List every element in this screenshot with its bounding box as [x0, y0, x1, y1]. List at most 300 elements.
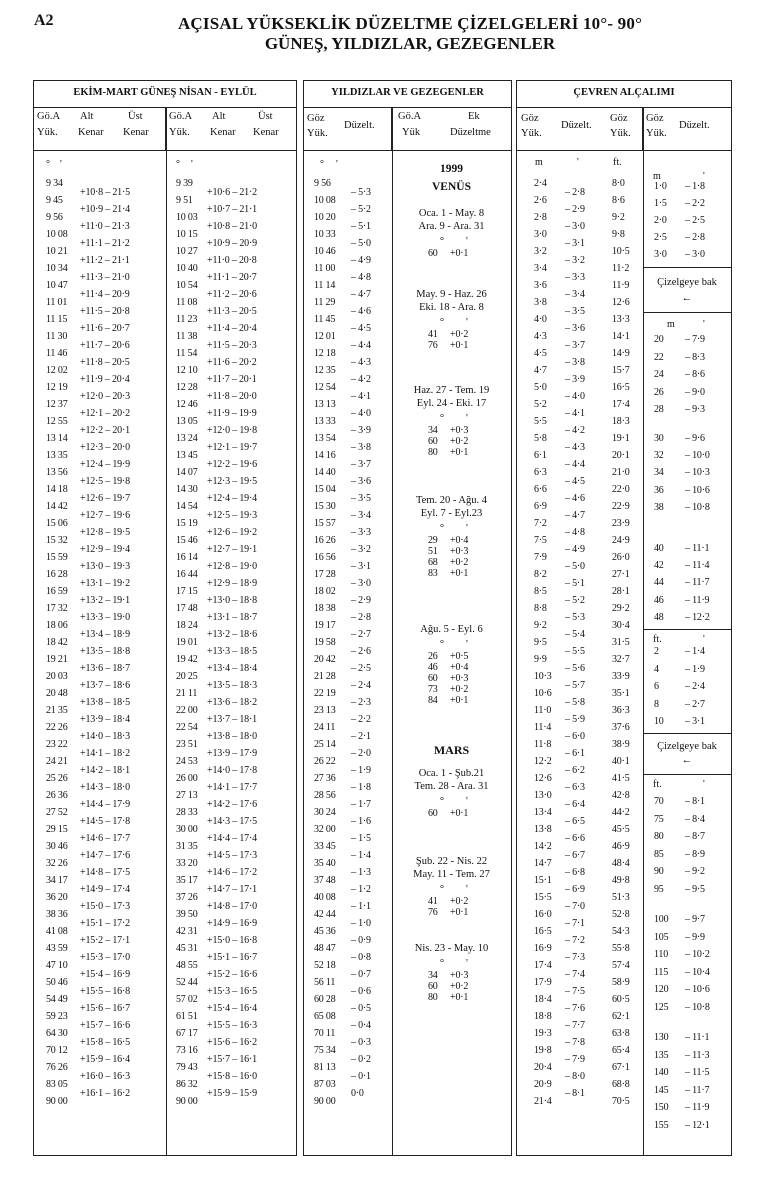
sun-apr-corr: +11·7 – 20·1 — [207, 373, 257, 385]
sun-oct-corr: +13·0 – 19·3 — [80, 560, 130, 572]
planet-corr: +0·2 — [450, 557, 469, 568]
dip-side-corr: – 12·1 — [685, 1119, 710, 1131]
dip-correction: – 6·5 — [565, 815, 585, 827]
sun-oct-corr: +15·5 – 16·8 — [80, 985, 130, 997]
dip-side-height: 2·0 — [654, 215, 667, 226]
star-alt: 9 56 — [314, 178, 331, 189]
sun-oct-corr: +11·1 – 21·2 — [80, 237, 130, 249]
dip-side-height: 48 — [654, 611, 664, 623]
star-alt: 10 33 — [314, 229, 336, 240]
sun-apr-alt: 19 42 — [176, 654, 198, 665]
dip-side-height: 38 — [654, 501, 664, 513]
dip-col-header-3 — [643, 107, 731, 151]
sun-h-ust-1: Üst — [128, 111, 143, 122]
dip-correction: – 5·4 — [565, 628, 585, 640]
dip-m-val: 4·0 — [534, 314, 547, 325]
dip-side-height: 100 — [654, 914, 669, 925]
star-alt: 37 48 — [314, 875, 336, 886]
dip-ft-val: 18·3 — [612, 416, 630, 427]
dip-correction: – 8·1 — [565, 1087, 585, 1099]
sun-oct-alt: 64 30 — [46, 1028, 68, 1039]
dip-side-corr: – 8·3 — [685, 351, 705, 363]
sun-apr-corr: +14·4 – 17·4 — [207, 832, 257, 844]
star-corr: – 1·6 — [351, 815, 371, 827]
star-corr: – 4·1 — [351, 390, 371, 402]
dip-ft-val: 57·4 — [612, 960, 630, 971]
dip-correction: – 6·7 — [565, 849, 585, 861]
star-alt: 70 11 — [314, 1028, 336, 1039]
dip-side-corr: – 2·2 — [685, 198, 705, 209]
dip-m-val: 9·2 — [534, 620, 547, 631]
sun-apr-alt: 28 33 — [176, 807, 198, 818]
planet-alt: 60 — [428, 248, 438, 259]
dip-side-corr: – 11·4 — [685, 560, 710, 572]
star-corr: – 3·3 — [351, 526, 371, 538]
planet-unit-deg: ° — [439, 796, 445, 807]
sun-oct-corr: +13·9 – 18·4 — [80, 713, 130, 725]
planet-unit-deg: ° — [439, 236, 445, 247]
planet-corr: +0·1 — [450, 695, 469, 706]
dip-ft-val: 29·2 — [612, 603, 630, 614]
dip-m-val: 17·4 — [534, 960, 552, 971]
sun-oct-alt: 30 46 — [46, 841, 68, 852]
see-table-label-2: Çizelgeye bak — [657, 741, 717, 752]
dip-m-val: 11·0 — [534, 705, 552, 716]
dip-correction: – 6·3 — [565, 781, 585, 793]
dip-side-height: 155 — [654, 1119, 669, 1131]
stars-col-header-2 — [392, 107, 511, 151]
star-alt: 90 00 — [314, 1096, 336, 1107]
dip-m-val: 10·3 — [534, 671, 552, 682]
sun-oct-alt: 83 05 — [46, 1079, 68, 1090]
star-alt: 15 04 — [314, 484, 336, 495]
planet-unit-min: ' — [466, 236, 468, 247]
dip-side-corr: – 10·4 — [685, 966, 710, 978]
sun-oct-corr: +14·9 – 17·4 — [80, 883, 130, 895]
sun-oct-alt: 19 21 — [46, 654, 68, 665]
planet-alt: 41 — [428, 896, 438, 907]
sun-oct-corr: +14·5 – 17·8 — [80, 815, 130, 827]
sun-apr-alt: 30 00 — [176, 824, 198, 835]
planet-unit-min: ' — [466, 958, 468, 969]
star-alt: 81 13 — [314, 1062, 336, 1073]
star-corr: – 3·2 — [351, 543, 371, 555]
dip-side-height: 26 — [654, 386, 664, 398]
planet-alt: 83 — [428, 568, 438, 579]
dip-ft-val: 15·7 — [612, 365, 630, 376]
sun-apr-corr: +14·5 – 17·3 — [207, 849, 257, 861]
star-alt: 14 16 — [314, 450, 336, 461]
star-corr: – 3·6 — [351, 475, 371, 487]
sun-col-header-2 — [166, 107, 296, 151]
dip-side-corr: – 11·7 — [685, 1084, 710, 1096]
planet-unit-deg: ° — [439, 884, 445, 895]
sun-apr-corr: +14·0 – 17·8 — [207, 764, 257, 776]
sun-oct-corr: +10·8 – 21·5 — [80, 186, 130, 198]
star-alt: 20 42 — [314, 654, 336, 665]
star-corr: – 0·6 — [351, 985, 371, 997]
dip-side-height: 95 — [654, 883, 664, 895]
sun-oct-alt: 20 48 — [46, 688, 68, 699]
planet-date-range: Nis. 23 - May. 10 — [414, 943, 489, 954]
sun-oct-corr: +12·1 – 20·2 — [80, 407, 130, 419]
sun-apr-alt: 10 15 — [176, 229, 198, 240]
star-alt: 48 47 — [314, 943, 336, 954]
star-alt: 10 46 — [314, 246, 336, 257]
dip-m-val: 3·6 — [534, 280, 547, 291]
sun-apr-corr: +14·1 – 17·7 — [207, 781, 257, 793]
dip-ft-val: 33·9 — [612, 671, 630, 682]
sun-apr-corr: +15·8 – 16·0 — [207, 1070, 257, 1082]
sun-apr-alt: 31 35 — [176, 841, 198, 852]
star-corr: – 3·4 — [351, 509, 371, 521]
sun-apr-corr: +13·0 – 18·8 — [207, 594, 257, 606]
planet-date-range: Ağu. 5 - Eyl. 6 — [420, 624, 483, 635]
sun-apr-alt: 90 00 — [176, 1096, 198, 1107]
dip-m-val: 6·6 — [534, 484, 547, 495]
sun-apr-alt: 10 40 — [176, 263, 198, 274]
sun-apr-alt: 35 17 — [176, 875, 198, 886]
sun-oct-corr: +13·2 – 19·1 — [80, 594, 130, 606]
sun-oct-corr: +10·9 – 21·4 — [80, 203, 130, 215]
sun-oct-alt: 50 46 — [46, 977, 68, 988]
dip-correction: – 5·3 — [565, 611, 585, 623]
dip-correction: – 5·6 — [565, 662, 585, 674]
star-alt: 35 40 — [314, 858, 336, 869]
dip-side-corr: – 11·1 — [685, 543, 710, 554]
sun-oct-corr: +14·2 – 18·1 — [80, 764, 130, 776]
star-corr: – 4·8 — [351, 271, 371, 283]
dip-ft-val: 9·2 — [612, 212, 625, 223]
dip-side-height: 44 — [654, 577, 664, 589]
sun-apr-alt: 10 54 — [176, 280, 198, 291]
sun-oct-alt: 18 42 — [46, 637, 68, 648]
dip-side-corr: – 10·0 — [685, 450, 710, 462]
sun-oct-alt: 10 47 — [46, 280, 68, 291]
star-corr: – 1·9 — [351, 764, 371, 776]
sun-table — [33, 80, 297, 1156]
star-corr: – 4·6 — [351, 305, 371, 317]
sun-oct-corr: +14·3 – 18·0 — [80, 781, 130, 793]
dip-ft-val: 16·5 — [612, 382, 630, 393]
planet-corr: +0·3 — [450, 425, 469, 436]
sun-oct-alt: 32 26 — [46, 858, 68, 869]
planet-alt: 34 — [428, 425, 438, 436]
dip-correction: – 4·3 — [565, 441, 585, 453]
dip-m-val: 3·0 — [534, 229, 547, 240]
sun-apr-alt: 17 15 — [176, 586, 198, 597]
planet-unit-deg: ° — [439, 639, 445, 650]
dip-side-corr: – 8·4 — [685, 813, 705, 825]
dip-ft-val: 44·2 — [612, 807, 630, 818]
star-alt: 10 20 — [314, 212, 336, 223]
star-alt: 13 33 — [314, 416, 336, 427]
star-alt: 87 03 — [314, 1079, 336, 1090]
dip-side-height: 110 — [654, 949, 669, 960]
sun-oct-corr: +16·1 – 16·2 — [80, 1087, 130, 1099]
sun-oct-corr: +12·9 – 19·4 — [80, 543, 130, 555]
dip-side-corr: – 8·1 — [685, 796, 705, 807]
dip-m-val: 3·2 — [534, 246, 547, 257]
star-corr: – 4·9 — [351, 254, 371, 266]
dip-m-val: 16·5 — [534, 926, 552, 937]
sun-h-ust-2: Üst — [258, 111, 273, 122]
star-alt: 21 28 — [314, 671, 336, 682]
sun-apr-corr: +11·5 – 20·3 — [207, 339, 257, 351]
sun-oct-corr: +13·8 – 18·5 — [80, 696, 130, 708]
dip-side-corr: – 8·7 — [685, 831, 705, 842]
sun-apr-alt: 14 54 — [176, 501, 198, 512]
star-corr: – 3·5 — [351, 492, 371, 504]
dip-ft-val: 42·8 — [612, 790, 630, 801]
sun-apr-corr: +13·4 – 18·4 — [207, 662, 257, 674]
dip-ft-val: 8·6 — [612, 195, 625, 206]
sun-apr-corr: +11·6 – 20·2 — [207, 356, 257, 368]
planet-date-range: Tem. 20 - Ağu. 4 — [415, 495, 487, 506]
sun-apr-alt: 45 31 — [176, 943, 198, 954]
dip-side-height: 6 — [654, 681, 659, 692]
dip-side-unit-ft2: ft. — [653, 779, 662, 790]
dip-ft-val: 35·1 — [612, 688, 630, 699]
planet-unit-min: ' — [466, 413, 468, 424]
sun-unit-deg-2: ° — [176, 159, 180, 170]
sun-oct-alt: 21 35 — [46, 705, 68, 716]
sun-apr-alt: 13 24 — [176, 433, 198, 444]
sun-band-header: EKİM-MART GÜNEŞ NİSAN - EYLÜL — [34, 81, 296, 108]
dip-ft-val: 65·4 — [612, 1045, 630, 1056]
dip-side-corr: – 1·8 — [685, 181, 705, 192]
sun-apr-corr: +11·9 – 19·9 — [207, 407, 257, 419]
sun-oct-alt: 10 34 — [46, 263, 68, 274]
sun-oct-corr: +13·4 – 18·9 — [80, 628, 130, 640]
sun-apr-corr: +15·4 – 16·4 — [207, 1002, 257, 1014]
sun-apr-alt: 86 32 — [176, 1079, 198, 1090]
sun-apr-alt: 22 00 — [176, 705, 198, 716]
dip-m-val: 4·3 — [534, 331, 547, 342]
dip-m-val: 5·2 — [534, 399, 547, 410]
dip-side-corr: – 9·5 — [685, 883, 705, 895]
dip-m-val: 12·6 — [534, 773, 552, 784]
dip-m-val: 4·5 — [534, 348, 547, 359]
star-corr: – 5·1 — [351, 220, 371, 232]
sun-oct-alt: 70 12 — [46, 1045, 68, 1056]
star-corr: – 2·2 — [351, 713, 371, 725]
stars-col-header-1 — [304, 107, 392, 151]
sun-apr-alt: 73 16 — [176, 1045, 198, 1056]
dip-m-val: 14·2 — [534, 841, 552, 852]
sun-apr-alt: 24 53 — [176, 756, 198, 767]
sun-apr-corr: +15·1 – 16·7 — [207, 951, 257, 963]
stars-h-goz: Göz — [307, 113, 325, 124]
star-alt: 75 34 — [314, 1045, 336, 1056]
sun-oct-alt: 90 00 — [46, 1096, 68, 1107]
dip-unit-ft: ft. — [613, 157, 622, 168]
planet-alt: 60 — [428, 673, 438, 684]
sun-apr-corr: +11·2 – 20·6 — [207, 288, 257, 300]
planet-date-range: Oca. 1 - May. 8 — [418, 208, 485, 219]
star-corr: – 4·7 — [351, 288, 371, 300]
dip-correction: – 6·6 — [565, 832, 585, 844]
arrow-left-icon: ← — [681, 755, 693, 766]
dip-side-corr: – 10·3 — [685, 467, 710, 479]
sun-oct-corr: +12·2 – 20·1 — [80, 424, 130, 436]
sun-apr-corr: +13·7 – 18·1 — [207, 713, 257, 725]
sun-oct-alt: 43 59 — [46, 943, 68, 954]
dip-side-corr: – 2·5 — [685, 215, 705, 226]
sun-oct-corr: +15·8 – 16·5 — [80, 1036, 130, 1048]
sun-oct-alt: 16 28 — [46, 569, 68, 580]
dip-correction: – 7·8 — [565, 1036, 585, 1048]
planet-corr: +0·1 — [450, 248, 469, 259]
sun-oct-alt: 13 14 — [46, 433, 68, 444]
star-corr: – 0·4 — [351, 1019, 371, 1031]
sun-apr-alt: 52 44 — [176, 977, 198, 988]
sun-oct-alt: 12 19 — [46, 382, 68, 393]
dip-correction: – 7·5 — [565, 985, 585, 997]
sun-oct-corr: +13·3 – 19·0 — [80, 611, 130, 623]
star-corr: – 0·5 — [351, 1002, 371, 1014]
sun-oct-alt: 23 22 — [46, 739, 68, 750]
dip-h-duz3: Düzelt. — [679, 120, 710, 131]
dip-side-height: 42 — [654, 560, 664, 572]
sun-h-goa-2: Gö.A — [169, 111, 193, 122]
mars-label: MARS — [433, 743, 470, 757]
sun-oct-alt: 59 23 — [46, 1011, 68, 1022]
planet-unit-min: ' — [466, 523, 468, 534]
dip-side-corr: – 2·8 — [685, 232, 705, 243]
planet-date-range: Ara. 9 - Ara. 31 — [418, 221, 485, 232]
planet-unit-deg: ° — [439, 317, 445, 328]
sun-oct-corr: +14·0 – 18·3 — [80, 730, 130, 742]
dip-side-height: 150 — [654, 1102, 669, 1113]
star-alt: 19 17 — [314, 620, 336, 631]
dip-side-height: 70 — [654, 796, 664, 807]
sun-apr-corr: +12·4 – 19·4 — [207, 492, 257, 504]
dip-ft-val: 52·8 — [612, 909, 630, 920]
dip-ft-val: 13·3 — [612, 314, 630, 325]
sun-oct-corr: +11·3 – 21·0 — [80, 271, 130, 283]
dip-side-corr: – 11·9 — [685, 1102, 710, 1113]
dip-ft-val: 22·0 — [612, 484, 630, 495]
stars-h-duz: Düzelt. — [344, 120, 375, 131]
sun-apr-alt: 26 00 — [176, 773, 198, 784]
star-corr: – 2·7 — [351, 628, 371, 640]
star-corr: – 0·2 — [351, 1053, 371, 1065]
sun-apr-corr: +12·3 – 19·5 — [207, 475, 257, 487]
dip-m-val: 10·6 — [534, 688, 552, 699]
dip-side-height: 46 — [654, 594, 664, 606]
stars-h-duzeltme: Düzeltme — [450, 127, 491, 138]
dip-correction: – 8·0 — [565, 1070, 585, 1082]
dip-ft-val: 37·6 — [612, 722, 630, 733]
dip-side-corr: – 7·9 — [685, 334, 705, 345]
dip-side-corr: – 10·2 — [685, 949, 710, 960]
planet-alt: 68 — [428, 557, 438, 568]
planet-unit-min: ' — [466, 796, 468, 807]
dip-ft-val: 41·5 — [612, 773, 630, 784]
dip-ft-val: 63·8 — [612, 1028, 630, 1039]
sun-apr-alt: 15 19 — [176, 518, 198, 529]
sun-apr-alt: 11 08 — [176, 297, 198, 308]
star-alt: 13 54 — [314, 433, 336, 444]
star-alt: 11 00 — [314, 263, 336, 274]
year-label: 1999 — [440, 163, 463, 175]
dip-h-goz: Göz — [521, 113, 539, 124]
planet-date-range: May. 11 - Tem. 27 — [413, 869, 490, 880]
planet-date-range: May. 9 - Haz. 26 — [416, 289, 487, 300]
dip-ft-val: 14·1 — [612, 331, 630, 342]
sun-apr-corr: +10·8 – 21·0 — [207, 220, 257, 232]
planet-corr: +0·4 — [450, 535, 469, 546]
dip-ft-val: 30·4 — [612, 620, 630, 631]
planet-corr: +0·2 — [450, 436, 469, 447]
dip-m-val: 12·2 — [534, 756, 552, 767]
dip-side-unit-m: m — [653, 171, 661, 182]
planet-corr: +0·2 — [450, 896, 469, 907]
dip-ft-val: 62·1 — [612, 1011, 630, 1022]
dip-correction: – 7·3 — [565, 951, 585, 963]
planet-alt: 60 — [428, 981, 438, 992]
dip-m-val: 4·7 — [534, 365, 547, 376]
planet-corr: +0·1 — [450, 447, 469, 458]
dip-correction: – 3·2 — [565, 254, 585, 266]
sun-apr-alt: 39 50 — [176, 909, 198, 920]
dip-correction: – 5·5 — [565, 645, 585, 657]
planet-date-range: Oca. 1 - Şub.21 — [418, 768, 485, 779]
sun-oct-alt: 11 46 — [46, 348, 68, 359]
sun-oct-alt: 13 56 — [46, 467, 68, 478]
star-alt: 18 02 — [314, 586, 336, 597]
planet-date-range: Şub. 22 - Nis. 22 — [415, 856, 488, 867]
dip-side-unit-ft: ft. — [653, 634, 662, 645]
star-alt: 18 38 — [314, 603, 336, 614]
sun-apr-corr: +12·8 – 19·0 — [207, 560, 257, 572]
dip-m-val: 5·5 — [534, 416, 547, 427]
sun-oct-alt: 17 32 — [46, 603, 68, 614]
sun-oct-corr: +11·6 – 20·7 — [80, 322, 130, 334]
sun-oct-corr: +14·1 – 18·2 — [80, 747, 130, 759]
sun-apr-alt: 13 05 — [176, 416, 198, 427]
dip-side-corr: – 8·9 — [685, 848, 705, 860]
dip-ft-val: 22·9 — [612, 501, 630, 512]
sun-apr-alt: 14 30 — [176, 484, 198, 495]
sun-apr-alt: 9 39 — [176, 178, 193, 189]
dip-side-height: 8 — [654, 698, 659, 710]
dip-side-corr: – 10·8 — [685, 1001, 710, 1013]
star-alt: 28 56 — [314, 790, 336, 801]
star-alt: 27 36 — [314, 773, 336, 784]
dip-side-height: 75 — [654, 813, 664, 825]
dip-m-val: 5·0 — [534, 382, 547, 393]
dip-correction: – 6·2 — [565, 764, 585, 776]
sun-oct-corr: +15·0 – 17·3 — [80, 900, 130, 912]
sun-oct-alt: 12 02 — [46, 365, 68, 376]
sun-oct-alt: 34 17 — [46, 875, 68, 886]
star-corr: – 1·0 — [351, 917, 371, 929]
dip-m-val: 6·9 — [534, 501, 547, 512]
sun-apr-corr: +15·2 – 16·6 — [207, 968, 257, 980]
dip-correction: – 7·7 — [565, 1019, 585, 1031]
dip-side-corr: – 10·8 — [685, 501, 710, 513]
dip-m-val: 13·8 — [534, 824, 552, 835]
sun-oct-corr: +15·2 – 17·1 — [80, 934, 130, 946]
sun-h-kenar-2b: Kenar — [253, 127, 279, 138]
dip-side-height: 10 — [654, 716, 664, 727]
planet-corr: +0·2 — [450, 329, 469, 340]
sun-h-goa-1: Gö.A — [37, 111, 61, 122]
dip-ft-val: 28·1 — [612, 586, 630, 597]
page-code: A2 — [34, 12, 54, 29]
